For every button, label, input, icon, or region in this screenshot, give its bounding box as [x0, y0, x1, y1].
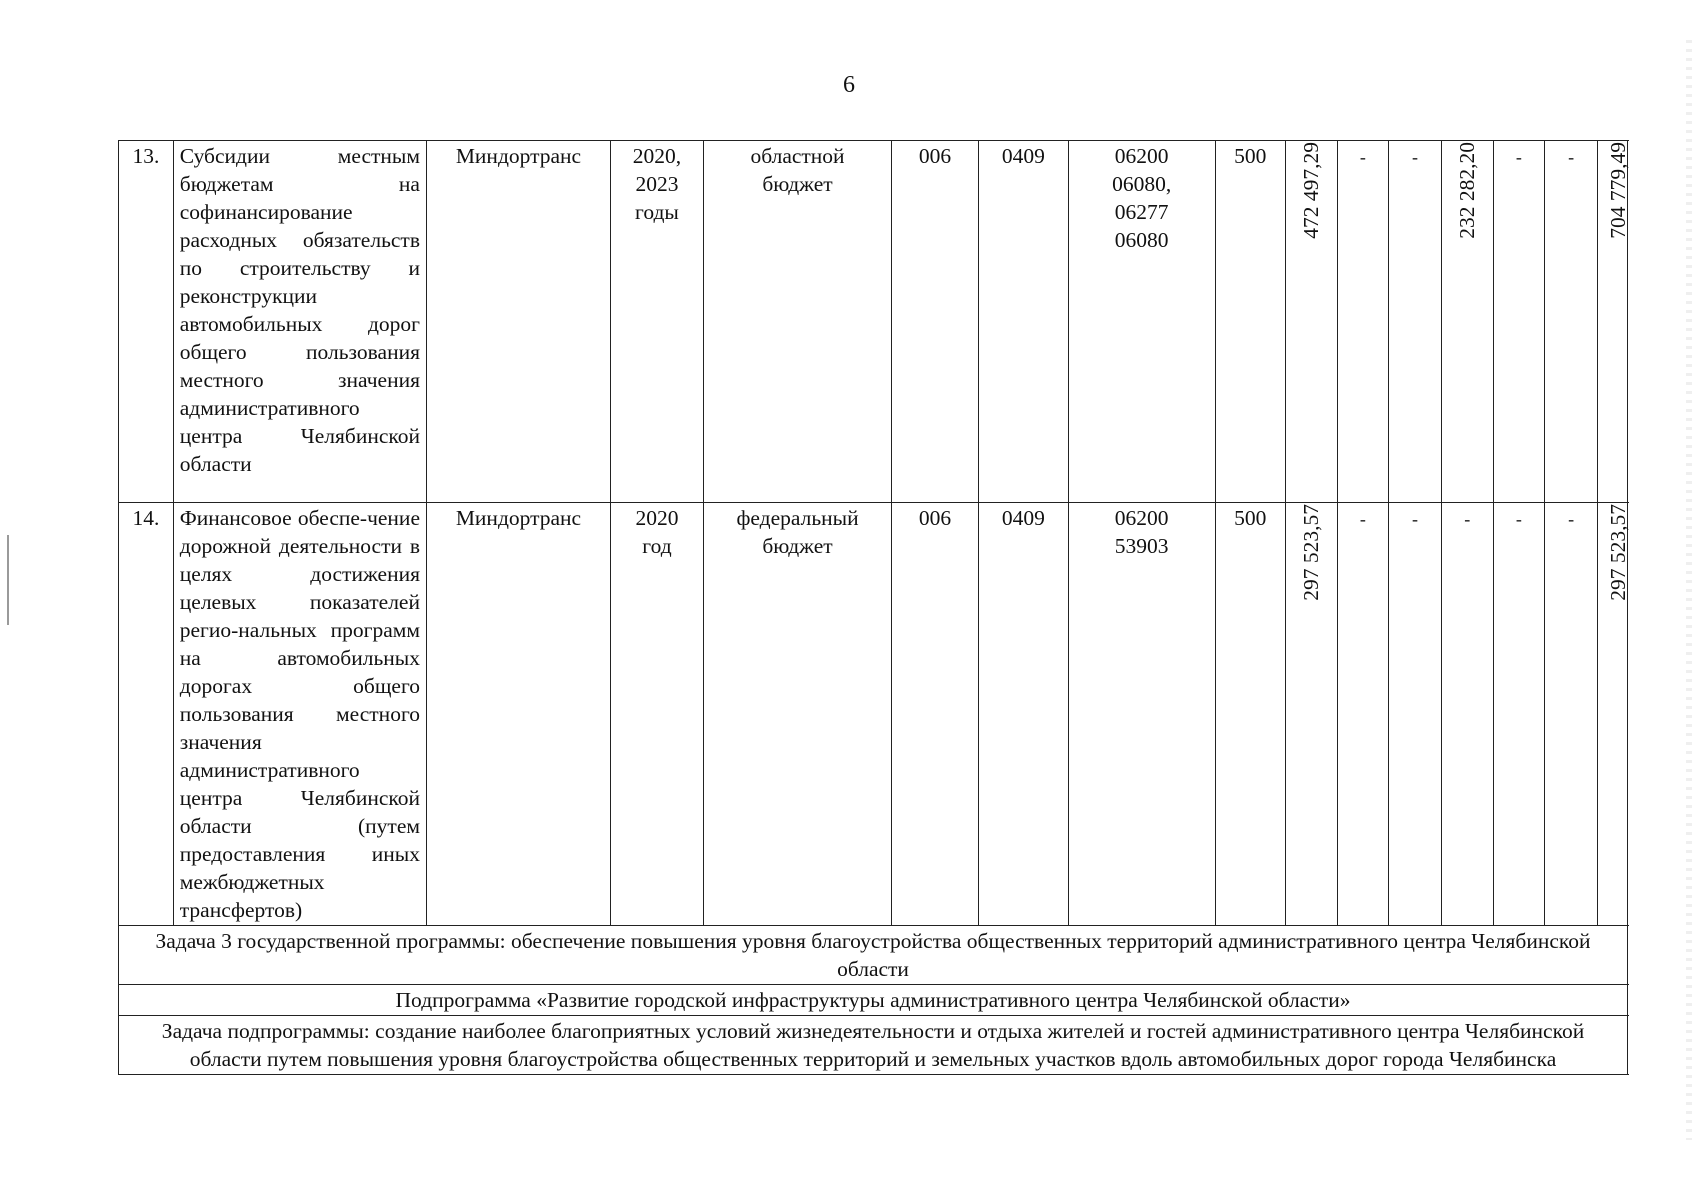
executor: Миндортранс [426, 503, 610, 926]
years: 2020 год [610, 503, 703, 926]
row-number: 13. [119, 141, 174, 503]
amount-cell [1389, 141, 1442, 503]
executor: Миндортранс [426, 141, 610, 503]
amount-value: - [1515, 147, 1522, 167]
amount-cell [1285, 141, 1337, 503]
amount-cell [1337, 503, 1389, 926]
row-number: 14. [119, 503, 174, 926]
page-number: 6 [843, 72, 855, 98]
vr-code: 500 [1215, 141, 1285, 503]
budget-table [118, 140, 1628, 1075]
csr-code: 06200 06080, 06277 06080 [1068, 141, 1215, 503]
subprogram-row [119, 985, 1628, 1016]
activity-name: Финансовое обеспе-чение дорожной деятельности в целях достижения целевых показателей регио-нальных программ на автомобильных дорогах общего пользования местного значения административного центра Челябинской области (путем предоставления иных межбюджетных трансфертов) [173, 503, 426, 926]
subtask-text: Задача подпрограммы: создание наиболее благоприятных условий жизнедеятельности и отдыха жителей и гостей административного центра Челябинской области путем повышения уровня благоустройства общественных территорий и земельных участков вдоль автомобильных дорог города Челябинска [119, 1016, 1628, 1075]
amount-value: - [1412, 147, 1419, 167]
amount-value: - [1359, 509, 1366, 529]
total-value: 704 779,49 [1605, 142, 1630, 239]
grbs-code: 006 [892, 141, 979, 503]
amount-cell [1545, 141, 1598, 503]
task3-text: Задача 3 государственной программы: обеспечение повышения уровня благоустройства общественных территорий административного центра Челябинской области [119, 926, 1628, 985]
csr-code: 06200 53903 [1068, 503, 1215, 926]
grbs-code: 006 [892, 503, 979, 926]
table-row-14 [119, 503, 1628, 926]
activity-name: Субсидии местным бюджетам на софинансирование расходных обязательств по строительству и реконструкции автомобильных дорог общего пользования местного значения административного центра Челябинской области [173, 141, 426, 503]
total-cell [1597, 503, 1630, 926]
amount-cell [1337, 141, 1389, 503]
amount-cell [1493, 141, 1545, 503]
amount-value: - [1464, 509, 1471, 529]
total-cell [1597, 141, 1630, 503]
vr-code: 500 [1215, 503, 1285, 926]
subprogram-text: Подпрограмма «Развитие городской инфраструктуры административного центра Челябинской области» [119, 985, 1628, 1016]
amount-cell [1285, 503, 1337, 926]
amount-cell [1389, 503, 1442, 926]
amount-cell [1493, 503, 1545, 926]
task3-row [119, 926, 1628, 985]
scan-edge-artifact [1686, 40, 1692, 1140]
total-value: 297 523,57 [1605, 504, 1630, 601]
amount-cell [1545, 503, 1598, 926]
funding-source: федеральный бюджет [703, 503, 891, 926]
subtask-row [119, 1016, 1628, 1075]
amount-value: - [1568, 509, 1575, 529]
table-row-13 [119, 141, 1628, 503]
amount-cell [1441, 141, 1493, 503]
amount-value: - [1412, 509, 1419, 529]
scan-mark-artifact [7, 535, 9, 625]
amount-value: 232 282,20 [1455, 142, 1480, 239]
rzpr-code: 0409 [978, 503, 1068, 926]
amount-value: 472 497,29 [1299, 142, 1324, 239]
amount-value: - [1515, 509, 1522, 529]
amount-value: - [1359, 147, 1366, 167]
rzpr-code: 0409 [978, 141, 1068, 503]
funding-source: областной бюджет [703, 141, 891, 503]
amount-value: 297 523,57 [1299, 504, 1324, 601]
years: 2020, 2023 годы [610, 141, 703, 503]
amount-value: - [1568, 147, 1575, 167]
amount-cell [1441, 503, 1493, 926]
